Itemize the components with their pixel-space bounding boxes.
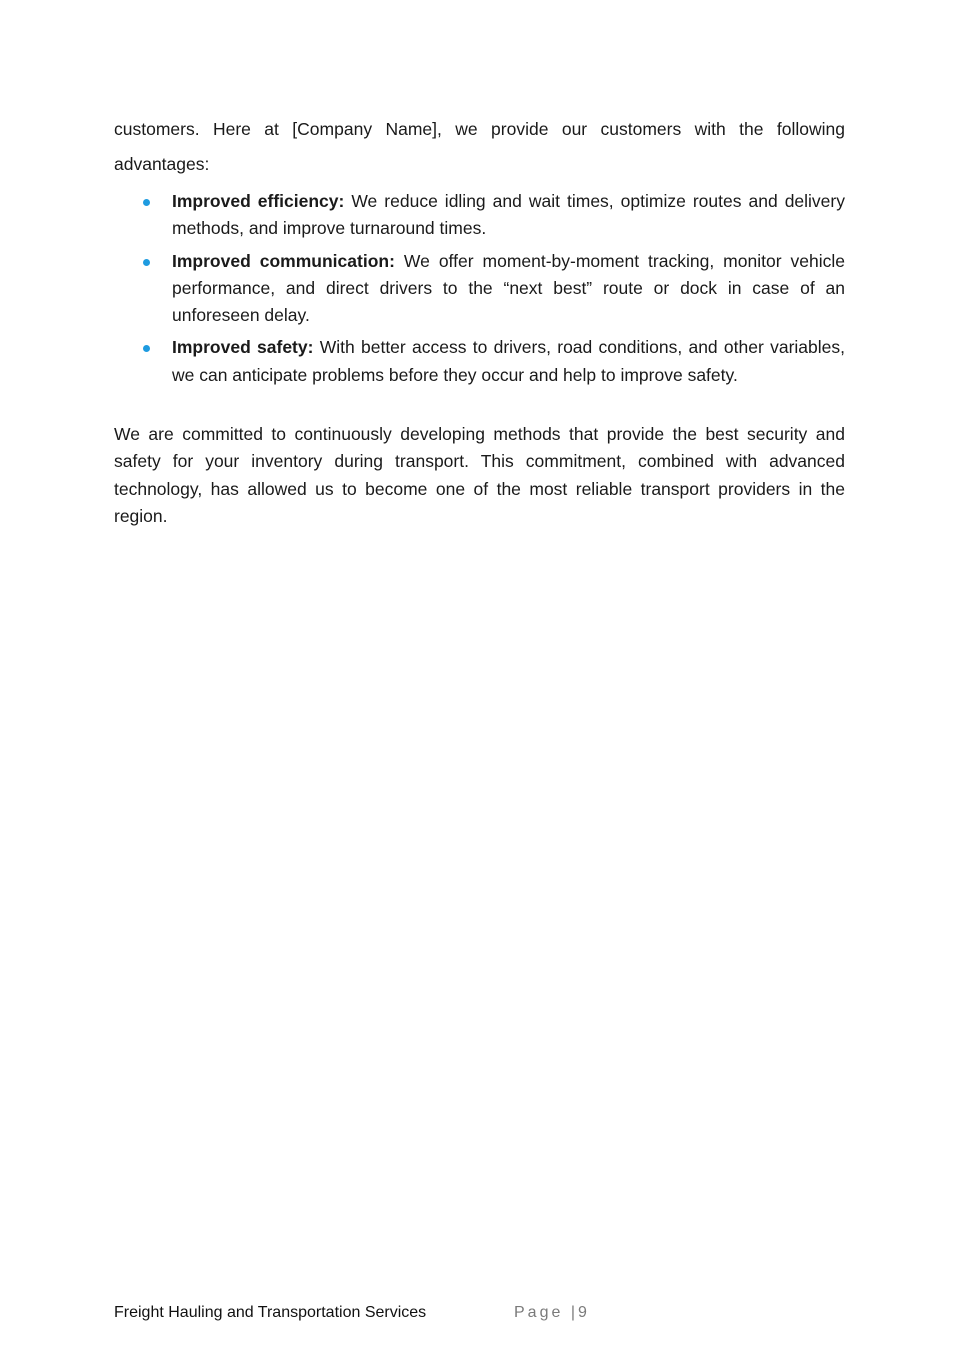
advantages-list	[114, 188, 845, 389]
bullet-text: We reduce idling and wait times, optimize routes and delivery methods, and improve turnaround times.	[172, 191, 845, 239]
bullet-lead: Improved efficiency:	[172, 191, 345, 211]
page-label: Page	[514, 1304, 564, 1321]
list-item	[114, 248, 845, 330]
bullet-icon	[143, 199, 150, 206]
bullet-lead: Improved safety:	[172, 337, 314, 358]
bullet-lead: Improved communication:	[172, 250, 395, 271]
bullet-text: We offer moment-by-moment tracking, monitor vehicle performance, and direct drivers to the “next best” route or dock in case of an unforeseen delay.	[172, 250, 845, 326]
closing-paragraph: We are committed to continuously developing methods that provide the best security and safety for your inventory during transport. This commitment, combined with advanced technology, has allowed us to become one of the most reliable transport providers in the region.	[114, 424, 845, 526]
page-number: 9	[577, 1304, 590, 1321]
bullet-icon	[143, 345, 150, 352]
page-body	[114, 112, 845, 530]
list-item	[114, 334, 845, 389]
bullet-text: With better access to drivers, road conditions, and other variables, we can anticipate problems before they occur and help to improve safety.	[172, 337, 845, 385]
page-separator: |	[570, 1304, 578, 1321]
footer-title: Freight Hauling and Transportation Services	[114, 1304, 427, 1321]
bullet-icon	[143, 259, 150, 266]
list-item	[114, 188, 845, 243]
page-indicator	[514, 1304, 590, 1322]
intro-paragraph: customers. Here at [Company Name], we provide our customers with the following advantages:	[114, 119, 845, 174]
page-footer	[114, 1304, 845, 1328]
